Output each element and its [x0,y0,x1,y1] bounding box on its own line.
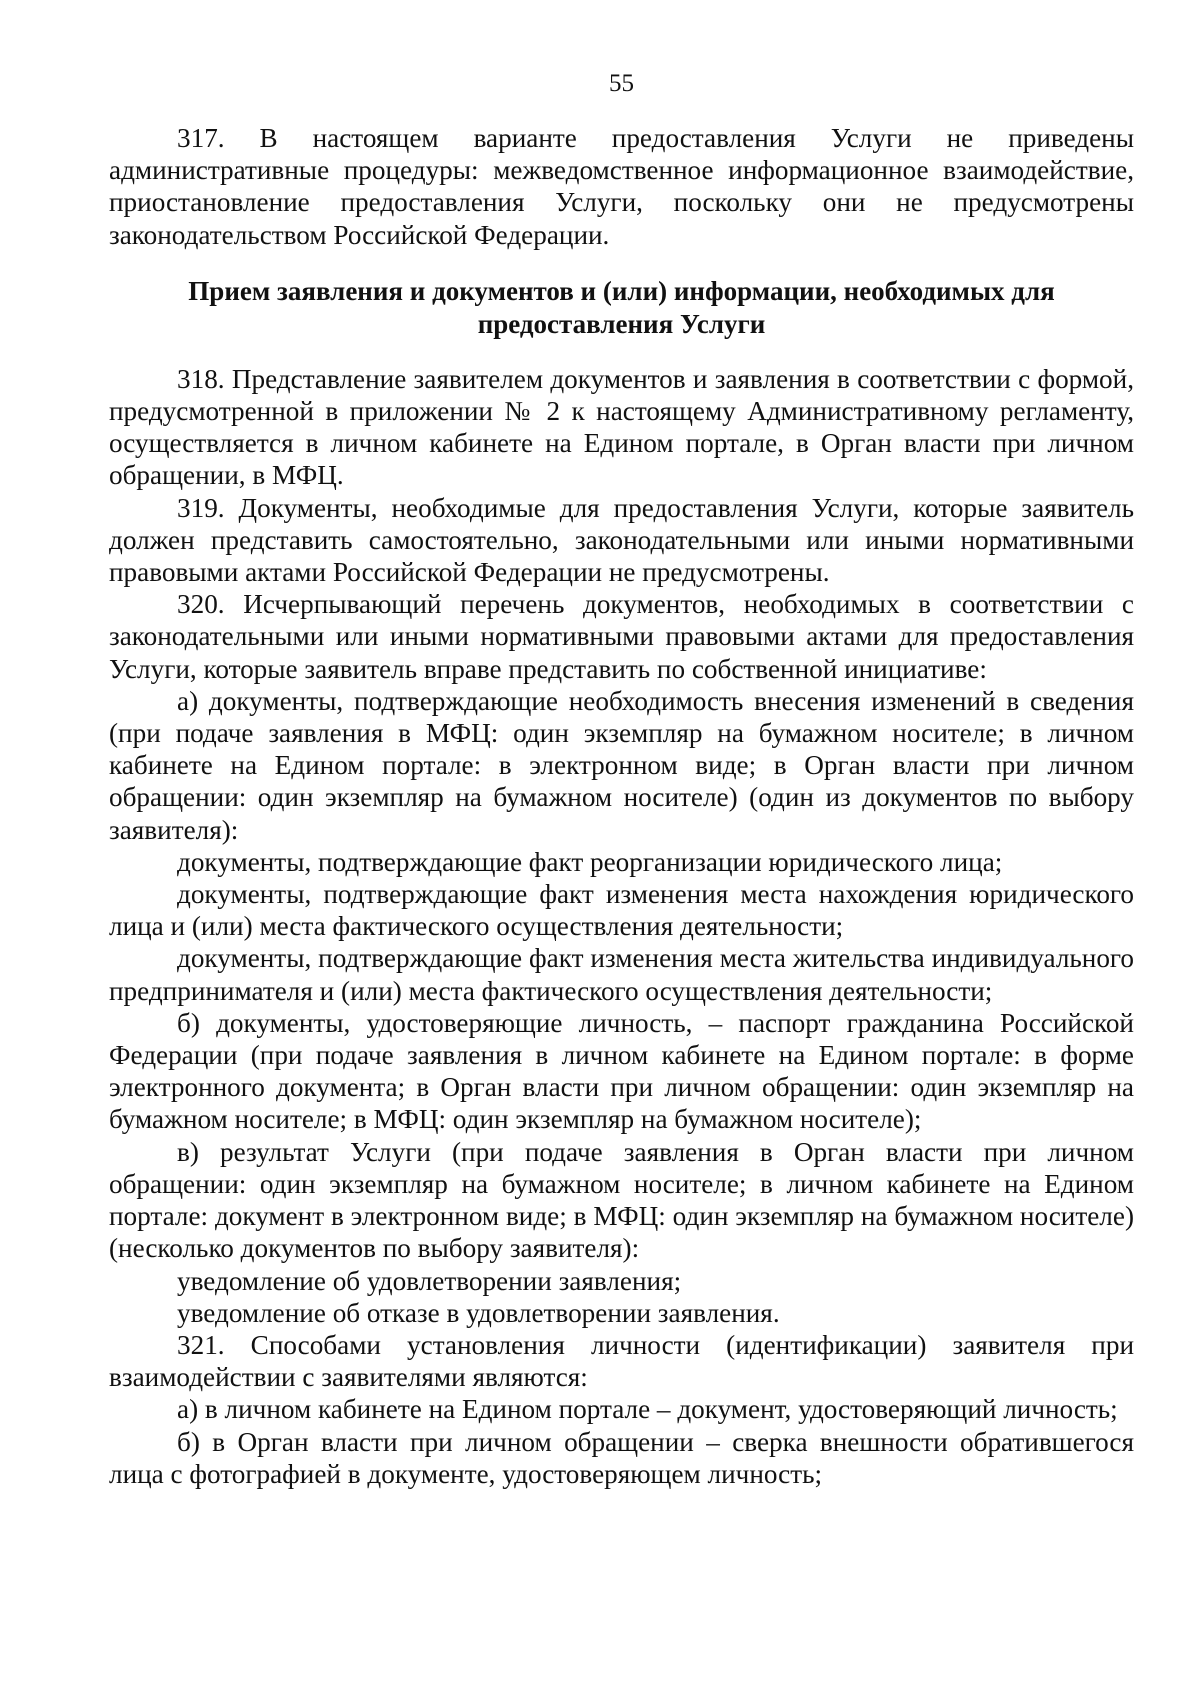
paragraph-321-b: б) в Орган власти при личном обращении – сверка внешности обратившегося лица с фотографией в документе, удостоверяющем личность; [109,1426,1134,1489]
paragraph-321-a: а) в личном кабинете на Едином портале – документ, удостоверяющий личность; [177,1394,1118,1425]
paragraph-320-v: в) результат Услуги (при подаче заявления в Орган власти при личном обращении: один экземпляр на бумажном носителе; в личном кабинете на Едином портале: документ в электронном виде; в МФЦ: один экземпляр на бумажном носителе) (несколько документов по выбору заявителя): [109,1136,1134,1264]
paragraph-318: 318. Представление заявителем документов и заявления в соответствии с формой, предусмотренной в приложении № 2 к настоящему Административному регламенту, осуществляется в личном кабинете на Едином портале, в Орган власти при личном обращении, в МФЦ. [109,363,1134,491]
paragraph-320: 320. Исчерпывающий перечень документов, необходимых в соответствии с законодательными или иными нормативными правовыми актами для предоставления Услуги, которые заявитель вправе представить по собственной инициативе: [109,589,1134,684]
paragraph-320-v-item-1: уведомление об удовлетворении заявления; [177,1265,682,1296]
paragraph-320-a-item-2: документы, подтверждающие факт изменения места нахождения юридического лица и (или) места фактического осуществления деятельности; [109,879,1134,942]
paragraph-320-a-item-3: документы, подтверждающие факт изменения места жительства индивидуального предпринимателя и (или) места фактического осуществления деятельности; [109,943,1134,1006]
paragraph-320-a-item-1: документы, подтверждающие факт реорганизации юридического лица; [177,846,1003,877]
paragraph-321: 321. Способами установления личности (идентификации) заявителя при взаимодействии с заявителями являются: [109,1329,1134,1393]
section-heading: Прием заявления и документов и (или) информации, необходимых для предоставления Услуги [188,275,1055,339]
paragraph-319: 319. Документы, необходимые для предоставления Услуги, которые заявитель должен представить самостоятельно, законодательными или иными нормативными правовыми актами Российской Федерации не предусмотрены. [109,492,1134,588]
paragraph-320-b: б) документы, удостоверяющие личность, – паспорт гражданина Российской Федерации (при подаче заявления в личном кабинете на Едином портале: в форме электронного документа; в Орган власти при личном обращении: один экземпляр на бумажном носителе; в МФЦ: один экземпляр на бумажном носителе); [109,1007,1134,1135]
paragraph-320-v-item-2: уведомление об отказе в удовлетворении заявления. [177,1297,780,1328]
paragraph-320-a: а) документы, подтверждающие необходимость внесения изменений в сведения (при подаче заявления в МФЦ: один экземпляр на бумажном носителе; в личном кабинете на Едином портале: в электронном виде; в Орган власти при личном обращении: один экземпляр на бумажном носителе) (один из документов по выбору заявителя): [109,685,1134,845]
paragraph-317: 317. В настоящем варианте предоставления Услуги не приведены административные процедуры: межведомственное информационное взаимодействие, приостановление предоставления Услуги, поскольку они не предусмотрены законодательством Российской Федерации. [109,123,1134,250]
page-number: 55 [609,70,634,97]
